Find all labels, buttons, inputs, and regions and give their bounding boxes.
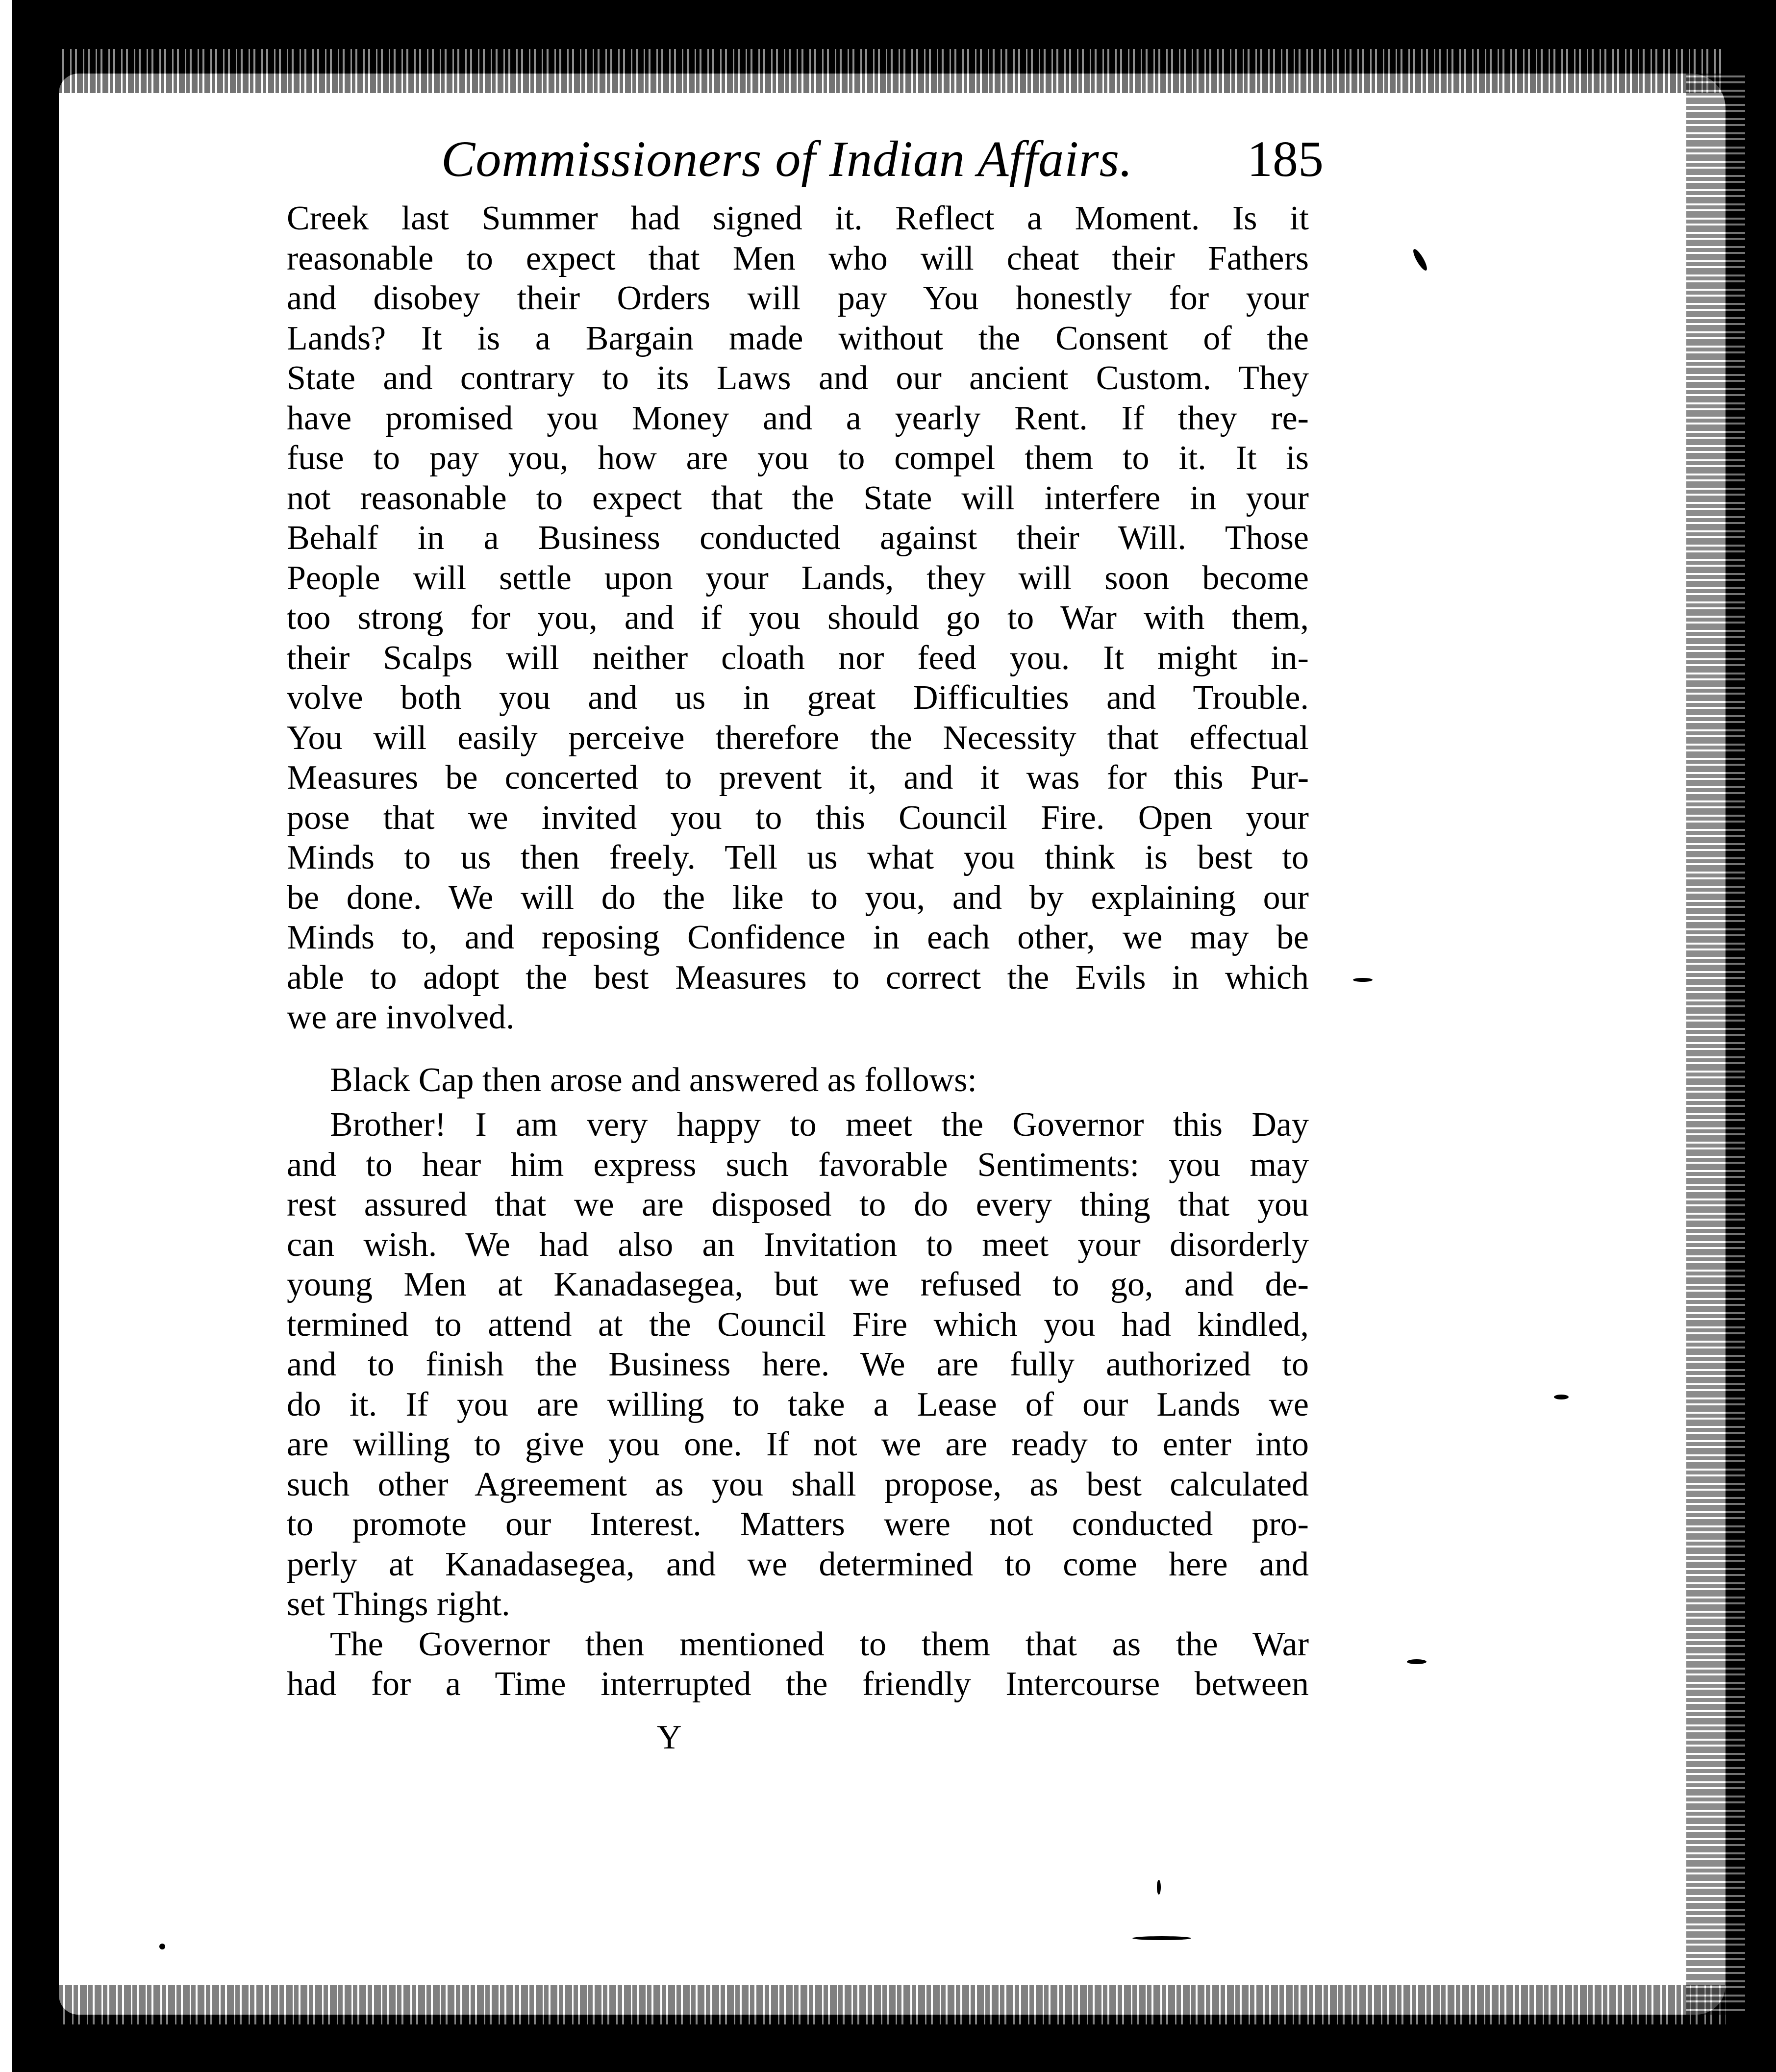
scan-noise-bottom: [59, 1985, 1726, 2024]
text-line: not reasonable to expect that the State will interfere in your: [287, 479, 1309, 517]
scan-speck: [1132, 1936, 1191, 1940]
text-line: fuse to pay you, how are you to compel them to it. It is: [287, 439, 1309, 477]
text-line: You will easily perceive therefore the Necessity that effectual: [287, 719, 1309, 757]
text-line: had for a Time interrupted the friendly Intercourse between: [287, 1665, 1309, 1703]
text-line: Creek last Summer had signed it. Reflect a Moment. Is it: [287, 200, 1309, 237]
scan-noise-top: [59, 49, 1726, 93]
text-line: and to finish the Business here. We are fully authorized to: [287, 1346, 1309, 1383]
text-line: and disobey their Orders will pay You honestly for your: [287, 279, 1309, 317]
text-line: State and contrary to its Laws and our ancient Custom. They: [287, 359, 1309, 397]
body-text: [287, 199, 1309, 1704]
page-header: [441, 123, 1324, 196]
text-line: their Scalps will neither cloath nor feed you. It might in-: [287, 639, 1309, 677]
paragraph-1: [287, 199, 1309, 1038]
text-line: too strong for you, and if you should go to War with them,: [287, 599, 1309, 637]
scan-noise-right: [1686, 74, 1745, 2015]
signature-mark: Y: [657, 1719, 682, 1756]
text-line: Minds to, and reposing Confidence in each other, we may be: [287, 919, 1309, 956]
text-line: to promote our Interest. Matters were not conducted pro-: [287, 1505, 1309, 1543]
text-line: Measures be concerted to prevent it, and it was for this Pur-: [287, 759, 1309, 797]
page-number: 185: [1247, 131, 1324, 187]
text-line: set Things right.: [287, 1585, 510, 1623]
scan-speck: [1407, 1659, 1426, 1664]
text-line: The Governor then mentioned to them that as the War: [330, 1625, 1309, 1663]
text-line: do it. If you are willing to take a Lease of our Lands we: [287, 1385, 1309, 1423]
text-line: able to adopt the best Measures to correct the Evils in which: [287, 958, 1309, 997]
paragraph-spacer: [287, 1038, 1309, 1060]
scan-speck: [1157, 1880, 1161, 1895]
text-line: Minds to us then freely. Tell us what you think is best to: [287, 839, 1309, 876]
text-line: rest assured that we are disposed to do every thing that you: [287, 1186, 1309, 1223]
text-line: and to hear him express such favorable Sentiments: you may: [287, 1146, 1309, 1184]
text-line: pose that we invited you to this Council Fire. Open your: [287, 799, 1309, 837]
scan-speck: [1353, 978, 1373, 982]
paragraph-2: [287, 1060, 1309, 1100]
page-margin-left: [0, 0, 12, 2072]
paragraph-spacer: [287, 1100, 1309, 1105]
text-line: Black Cap then arose and answered as follows:: [330, 1061, 977, 1099]
text-line: reasonable to expect that Men who will cheat their Fathers: [287, 239, 1309, 277]
book-binding-shadow: [12, 0, 59, 2072]
text-line: Lands? It is a Bargain made without the Consent of the: [287, 319, 1309, 357]
text-line: can wish. We had also an Invitation to meet your disorderly: [287, 1225, 1309, 1264]
text-line: be done. We will do the like to you, and by explaining our: [287, 878, 1309, 917]
text-line: volve both you and us in great Difficulties and Trouble.: [287, 679, 1309, 717]
scan-speck: [1554, 1395, 1569, 1399]
paragraph-3: [287, 1105, 1309, 1624]
text-line: People will settle upon your Lands, they will soon become: [287, 559, 1309, 597]
running-title: Commissioners of Indian Affairs.: [441, 131, 1133, 187]
scan-speck: [159, 1944, 165, 1949]
text-line: termined to attend at the Council Fire which you had kindled,: [287, 1305, 1309, 1344]
text-line: have promised you Money and a yearly Rent. If they re-: [287, 399, 1309, 437]
text-line: young Men at Kanadasegea, but we refused to go, and de-: [287, 1266, 1309, 1303]
paragraph-4: [287, 1624, 1309, 1704]
text-line: Behalf in a Business conducted against their Will. Those: [287, 519, 1309, 557]
text-line: perly at Kanadasegea, and we determined to come here and: [287, 1545, 1309, 1583]
text-line: such other Agreement as you shall propose, as best calculated: [287, 1465, 1309, 1503]
text-line: Brother! I am very happy to meet the Governor this Day: [330, 1106, 1309, 1144]
text-line: are willing to give you one. If not we are ready to enter into: [287, 1425, 1309, 1463]
text-line: we are involved.: [287, 999, 515, 1036]
